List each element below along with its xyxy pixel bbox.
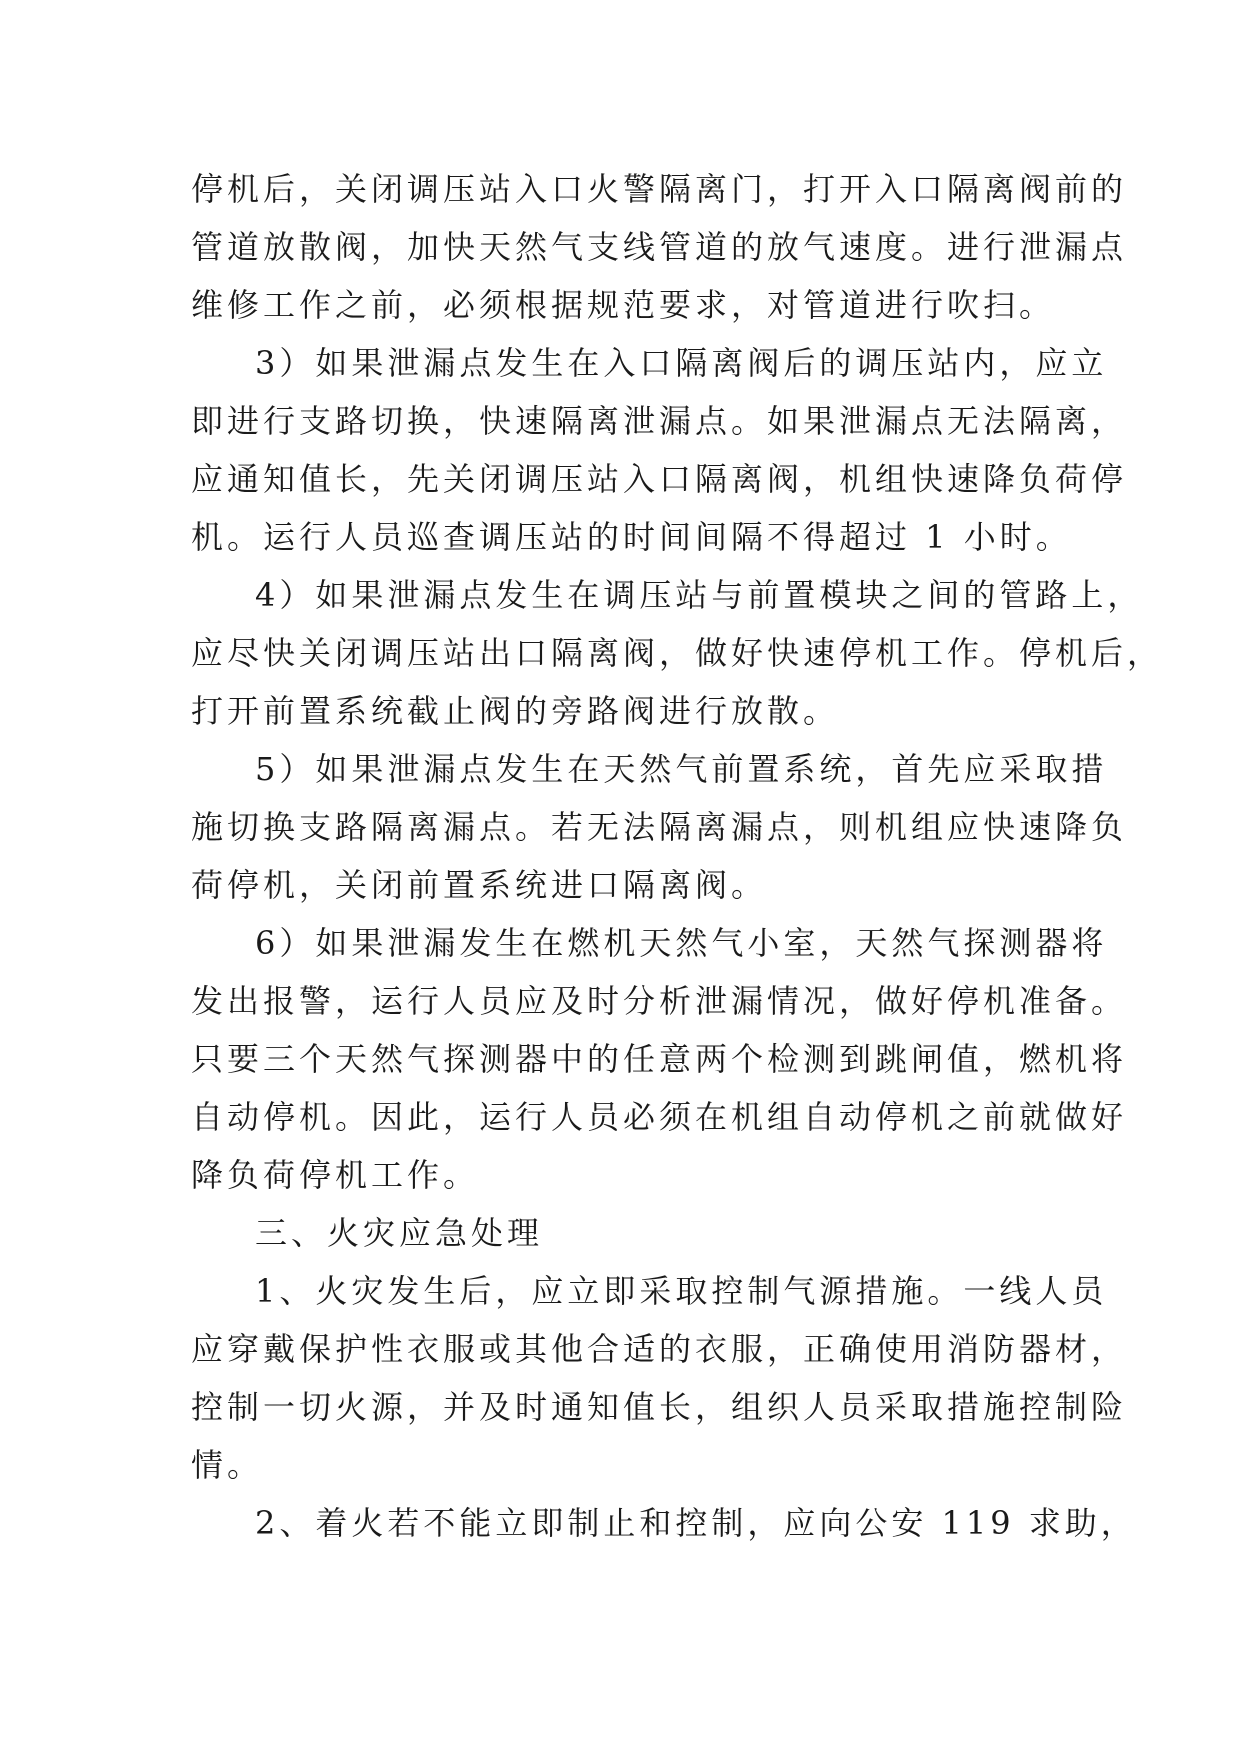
text-line: 控制一切火源，并及时通知值长，组织人员采取措施控制险 — [191, 1388, 1128, 1426]
text-line: 3）如果泄漏点发生在入口隔离阀后的调压站内，应立 — [255, 344, 1108, 382]
text-line: 6）如果泄漏发生在燃机天然气小室，天然气探测器将 — [255, 924, 1108, 962]
text-line: 停机后，关闭调压站入口火警隔离门，打开入口隔离阀前的 — [191, 170, 1128, 208]
text-line: 即进行支路切换，快速隔离泄漏点。如果泄漏点无法隔离， — [191, 402, 1128, 440]
text-line: 荷停机，关闭前置系统进口隔离阀。 — [191, 866, 768, 904]
text-line: 机。运行人员巡查调压站的时间间隔不得超过 1 小时。 — [191, 518, 1072, 556]
text-line: 管道放散阀，加快天然气支线管道的放气速度。进行泄漏点 — [191, 228, 1128, 266]
text-line: 自动停机。因此，运行人员必须在机组自动停机之前就做好 — [191, 1098, 1128, 1136]
text-line: 2、着火若不能立即制止和控制，应向公安 119 求助， — [255, 1504, 1137, 1542]
text-line: 5）如果泄漏点发生在天然气前置系统，首先应采取措 — [255, 750, 1108, 788]
text-line: 打开前置系统截止阀的旁路阀进行放散。 — [191, 692, 840, 730]
section-heading: 三、火灾应急处理 — [255, 1214, 544, 1252]
text-line: 发出报警，运行人员应及时分析泄漏情况，做好停机准备。 — [191, 982, 1128, 1020]
body-text — [191, 160, 1164, 1552]
text-line: 应通知值长，先关闭调压站入口隔离阀，机组快速降负荷停 — [191, 460, 1128, 498]
text-line: 情。 — [191, 1446, 264, 1484]
text-line: 应穿戴保护性衣服或其他合适的衣服，正确使用消防器材， — [191, 1330, 1128, 1368]
text-line: 1、火灾发生后，应立即采取控制气源措施。一线人员 — [255, 1272, 1108, 1310]
text-line: 应尽快关闭调压站出口隔离阀，做好快速停机工作。停机后， — [191, 634, 1164, 672]
text-line: 降负荷停机工作。 — [191, 1156, 480, 1194]
text-line: 4）如果泄漏点发生在调压站与前置模块之间的管路上， — [255, 576, 1144, 614]
text-line: 维修工作之前，必须根据规范要求，对管道进行吹扫。 — [191, 286, 1056, 324]
text-line: 施切换支路隔离漏点。若无法隔离漏点，则机组应快速降负 — [191, 808, 1128, 846]
text-line: 只要三个天然气探测器中的任意两个检测到跳闸值，燃机将 — [191, 1040, 1128, 1078]
